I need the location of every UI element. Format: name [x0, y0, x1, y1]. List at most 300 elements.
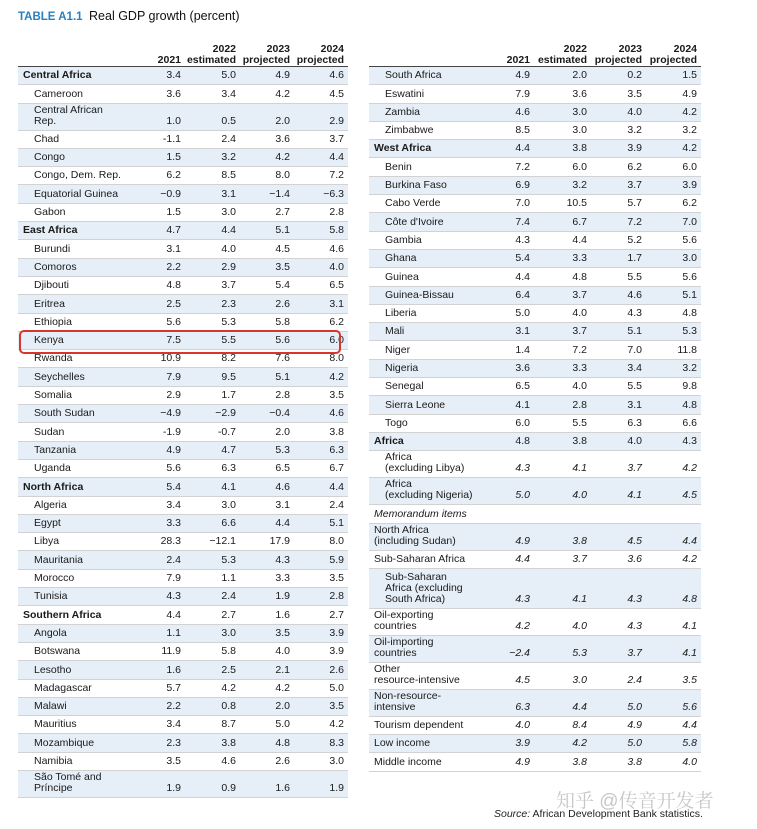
cell-2024: 5.8 [329, 224, 344, 237]
table-row [369, 478, 701, 505]
cell-2022: 3.8 [221, 736, 236, 749]
row-label: Tunisia [34, 590, 68, 603]
table-row [369, 122, 701, 140]
row-label: Djibouti [34, 279, 70, 292]
table-row [18, 131, 348, 149]
cell-2024: 4.9 [682, 87, 697, 100]
cell-2023: 5.8 [275, 315, 290, 328]
cell-2021: 7.9 [166, 572, 181, 585]
row-label: Cameroon [34, 87, 84, 100]
kenya-highlight-box [19, 330, 341, 354]
cell-2022: 1.7 [221, 389, 236, 402]
region-row [18, 222, 348, 240]
row-label: Non-resource- intensive [374, 689, 442, 713]
cell-2023: 5.2 [627, 233, 642, 246]
cell-2022: 4.1 [221, 480, 236, 493]
cell-2021: 5.4 [515, 252, 530, 265]
cell-2022: 2.5 [221, 663, 236, 676]
row-label: South Sudan [34, 407, 95, 420]
table-row [369, 287, 701, 305]
table-row [18, 661, 348, 679]
col-2023-projected: 2023 projected [242, 43, 290, 66]
row-label: Central Africa [23, 69, 92, 82]
cell-2023: 5.1 [275, 370, 290, 383]
region-row [18, 67, 348, 85]
row-label: Côte d'Ivoire [385, 215, 444, 228]
cell-2023: 3.5 [275, 260, 290, 273]
table-row [369, 104, 701, 122]
table-number: TABLE A1.1 [18, 11, 83, 23]
cell-2021: 1.4 [515, 343, 530, 356]
cell-2024: 5.6 [682, 700, 697, 713]
cell-2024: 4.4 [682, 719, 697, 732]
cell-2021: 1.9 [166, 781, 181, 794]
row-label: Lesotho [34, 663, 72, 676]
cell-2023: 2.4 [627, 673, 642, 686]
cell-2023: 8.0 [275, 169, 290, 182]
cell-2024: 6.2 [682, 197, 697, 210]
cell-2021: −2.4 [509, 646, 530, 659]
cell-2021: 6.0 [515, 416, 530, 429]
cell-2024: 4.8 [682, 398, 697, 411]
cell-2022: 3.7 [221, 279, 236, 292]
cell-2023: 5.6 [275, 334, 290, 347]
cell-2021: 4.7 [166, 224, 181, 237]
cell-2021: 10.9 [160, 352, 181, 365]
table-row [18, 643, 348, 661]
row-label: Botswana [34, 645, 81, 658]
cell-2024: 6.7 [329, 462, 344, 475]
cell-2023: 2.8 [275, 389, 290, 402]
cell-2021: 1.5 [166, 206, 181, 219]
cell-2023: 2.6 [275, 754, 290, 767]
cell-2021: 28.3 [160, 535, 181, 548]
cell-2023: 3.7 [627, 646, 642, 659]
cell-2021: 5.0 [515, 307, 530, 320]
cell-2022: 4.4 [221, 224, 236, 237]
cell-2021: 4.9 [166, 443, 181, 456]
cell-2023: 4.6 [275, 480, 290, 493]
cell-2023: 4.3 [627, 592, 642, 605]
cell-2021: 1.1 [166, 626, 181, 639]
cell-2022: 3.3 [572, 252, 587, 265]
cell-2022: 4.0 [572, 619, 587, 632]
row-label: Burundi [34, 242, 71, 255]
cell-2022: 3.2 [221, 151, 236, 164]
cell-2021: 4.8 [515, 435, 530, 448]
cell-2023: 1.6 [275, 608, 290, 621]
table-row [18, 588, 348, 606]
row-label: Sierra Leone [385, 398, 446, 411]
cell-2023: 1.9 [275, 590, 290, 603]
cell-2024: 7.0 [682, 215, 697, 228]
cell-2021: 2.4 [166, 553, 181, 566]
cell-2022: 5.8 [221, 645, 236, 658]
cell-2023: 4.2 [275, 87, 290, 100]
cell-2022: 2.4 [221, 132, 236, 145]
cell-2022: 8.5 [221, 169, 236, 182]
cell-2024: 4.6 [329, 69, 344, 82]
cell-2024: 4.5 [682, 489, 697, 502]
cell-2024: 4.6 [329, 242, 344, 255]
table-row [369, 378, 701, 396]
cell-2021: 1.0 [166, 114, 181, 127]
cell-2022: −2.9 [215, 407, 236, 420]
row-label: Malawi [34, 700, 67, 713]
cell-2022: 6.0 [572, 160, 587, 173]
cell-2024: 5.8 [682, 737, 697, 750]
cell-2022: 6.6 [221, 517, 236, 530]
cell-2022: 9.5 [221, 370, 236, 383]
cell-2023: 4.0 [627, 435, 642, 448]
cell-2022: 8.7 [221, 718, 236, 731]
cell-2023: 4.2 [275, 681, 290, 694]
cell-2022: 5.3 [221, 315, 236, 328]
cell-2021: 5.0 [515, 489, 530, 502]
cell-2023: 7.2 [627, 215, 642, 228]
cell-2022: 3.7 [572, 288, 587, 301]
cell-2024: 8.0 [329, 535, 344, 548]
cell-2021: 3.1 [515, 325, 530, 338]
row-label: Senegal [385, 380, 424, 393]
cell-2022: 4.0 [221, 242, 236, 255]
cell-2024: 2.9 [329, 114, 344, 127]
row-label: Africa (excluding Nigeria) [385, 478, 473, 502]
row-label: Congo [34, 151, 65, 164]
cell-2021: −0.9 [160, 187, 181, 200]
cell-2023: 5.5 [627, 270, 642, 283]
cell-2021: 4.9 [515, 755, 530, 768]
cell-2022: 3.7 [572, 552, 587, 565]
table-row [369, 717, 701, 735]
cell-2024: 2.8 [329, 206, 344, 219]
cell-2023: 3.2 [627, 124, 642, 137]
row-label: Mali [385, 325, 405, 338]
cell-2022: 4.1 [572, 462, 587, 475]
cell-2022: 0.8 [221, 700, 236, 713]
cell-2024: 4.4 [329, 480, 344, 493]
cell-2022: 5.3 [572, 646, 587, 659]
cell-2024: 3.8 [329, 425, 344, 438]
col-2021: 2021 [157, 54, 181, 66]
cell-2023: 4.5 [627, 534, 642, 547]
cell-2022: 3.0 [572, 673, 587, 686]
cell-2021: 4.3 [515, 233, 530, 246]
row-label: West Africa [374, 142, 432, 155]
cell-2023: 1.7 [627, 252, 642, 265]
cell-2024: 4.1 [682, 619, 697, 632]
watermark: 知乎 @传音开发者 [556, 791, 714, 812]
cell-2022: 4.2 [572, 737, 587, 750]
cell-2022: 2.8 [572, 398, 587, 411]
table-row [369, 735, 701, 753]
table-row [369, 250, 701, 268]
cell-2024: 4.2 [682, 142, 697, 155]
cell-2024: 6.0 [682, 160, 697, 173]
region-row [369, 433, 701, 451]
table-row [369, 177, 701, 195]
cell-2024: 3.5 [329, 700, 344, 713]
cell-2021: 1.6 [166, 663, 181, 676]
right-table-body [369, 67, 701, 772]
cell-2024: 3.0 [682, 252, 697, 265]
cell-2021: 6.3 [515, 700, 530, 713]
cell-2021: 5.4 [166, 480, 181, 493]
row-label: Uganda [34, 462, 71, 475]
cell-2023: 3.8 [627, 755, 642, 768]
cell-2024: 9.8 [682, 380, 697, 393]
cell-2024: 4.0 [329, 260, 344, 273]
table-row [369, 551, 701, 569]
cell-2021: 2.2 [166, 700, 181, 713]
row-label: Middle income [374, 755, 442, 768]
cell-2021: 6.9 [515, 179, 530, 192]
row-label: Eswatini [385, 87, 425, 100]
cell-2021: 3.3 [166, 517, 181, 530]
row-label: Other resource-intensive [374, 662, 460, 686]
left-table-header [18, 40, 348, 67]
row-label: North Africa [23, 480, 84, 493]
cell-2022: 0.9 [221, 781, 236, 794]
col-2021: 2021 [506, 54, 530, 66]
cell-2023: 2.1 [275, 663, 290, 676]
cell-2022: 3.2 [572, 179, 587, 192]
cell-2024: 4.0 [682, 755, 697, 768]
cell-2021: 3.4 [166, 498, 181, 511]
row-label: Tourism dependent [374, 719, 464, 732]
table-row [18, 497, 348, 515]
cell-2024: 6.0 [329, 334, 344, 347]
cell-2023: 4.3 [627, 619, 642, 632]
col-2022-estimated: 2022 estimated [186, 43, 236, 66]
cell-2024: 3.1 [329, 297, 344, 310]
row-label: São Tomé and Príncipe [34, 770, 102, 794]
cell-2023: 4.6 [627, 288, 642, 301]
table-caption: Real GDP growth (percent) [89, 9, 240, 23]
cell-2021: 7.4 [515, 215, 530, 228]
cell-2023: 3.1 [275, 498, 290, 511]
cell-2021: 4.2 [515, 619, 530, 632]
col-2024-projected: 2024 projected [296, 43, 344, 66]
cell-2022: 2.9 [221, 260, 236, 273]
cell-2022: 3.8 [572, 142, 587, 155]
cell-2022: 5.3 [221, 553, 236, 566]
source-text: African Development Bank statistics. [532, 808, 703, 820]
cell-2024: 3.9 [329, 626, 344, 639]
row-label: Low income [374, 737, 431, 750]
region-row [18, 606, 348, 624]
row-label: Somalia [34, 389, 72, 402]
cell-2024: 6.5 [329, 279, 344, 292]
cell-2022: 3.0 [221, 498, 236, 511]
row-label: Seychelles [34, 370, 85, 383]
cell-2022: 3.8 [572, 534, 587, 547]
table-row [18, 515, 348, 533]
cell-2023: 4.0 [627, 105, 642, 118]
cell-2024: 3.9 [682, 179, 697, 192]
cell-2024: 4.5 [329, 87, 344, 100]
cell-2023: 2.6 [275, 297, 290, 310]
cell-2022: 3.4 [221, 87, 236, 100]
row-label: Africa (excluding Libya) [385, 451, 465, 475]
row-label: Zimbabwe [385, 124, 434, 137]
row-label: Namibia [34, 754, 73, 767]
cell-2021: 4.3 [515, 462, 530, 475]
row-label: Niger [385, 343, 411, 356]
row-label: North Africa (including Sudan) [374, 523, 456, 547]
cell-2023: 2.0 [275, 114, 290, 127]
source-label: Source: [494, 808, 531, 820]
table-row [18, 387, 348, 405]
cell-2024: 5.1 [329, 517, 344, 530]
cell-2021: −4.9 [160, 407, 181, 420]
cell-2023: 5.0 [275, 718, 290, 731]
row-label: Central African Rep. [34, 103, 103, 127]
cell-2022: 4.8 [572, 270, 587, 283]
cell-2023: 4.9 [627, 719, 642, 732]
cell-2023: 3.3 [275, 572, 290, 585]
table-row [18, 149, 348, 167]
table-row [18, 204, 348, 222]
cell-2024: 4.2 [329, 370, 344, 383]
cell-2023: 7.6 [275, 352, 290, 365]
cell-2024: 11.8 [677, 343, 697, 356]
cell-2023: 4.9 [275, 69, 290, 82]
cell-2023: 2.0 [275, 425, 290, 438]
cell-2022: 3.0 [221, 626, 236, 639]
cell-2023: 2.7 [275, 206, 290, 219]
cell-2023: 5.4 [275, 279, 290, 292]
cell-2023: 3.7 [627, 179, 642, 192]
cell-2022: 4.1 [572, 592, 587, 605]
row-label: Comoros [34, 260, 77, 273]
cell-2021: 4.0 [515, 719, 530, 732]
cell-2021: 6.2 [166, 169, 181, 182]
cell-2024: 1.9 [329, 781, 344, 794]
table-row [369, 195, 701, 213]
table-row [18, 85, 348, 103]
cell-2022: 8.4 [572, 719, 587, 732]
row-label: Nigeria [385, 362, 419, 375]
table-row [18, 698, 348, 716]
row-label: Southern Africa [23, 608, 102, 621]
cell-2024: 4.2 [682, 552, 697, 565]
cell-2021: 4.4 [515, 552, 530, 565]
cell-2023: 4.3 [627, 307, 642, 320]
cell-2022: 7.2 [572, 343, 587, 356]
table-row [18, 734, 348, 752]
cell-2024: 3.7 [329, 132, 344, 145]
cell-2021: 1.5 [166, 151, 181, 164]
row-label: Egypt [34, 517, 61, 530]
cell-2024: 4.4 [329, 151, 344, 164]
cell-2023: 5.5 [627, 380, 642, 393]
cell-2021: 4.5 [515, 673, 530, 686]
row-label: Oil-exporting countries [374, 608, 434, 632]
row-label: Sudan [34, 425, 65, 438]
cell-2021: 4.6 [515, 105, 530, 118]
row-label: Chad [34, 132, 60, 145]
cell-2024: 2.6 [329, 663, 344, 676]
cell-2024: 1.5 [682, 69, 697, 82]
cell-2021: 5.6 [166, 462, 181, 475]
cell-2023: 4.3 [275, 553, 290, 566]
table-row [369, 323, 701, 341]
cell-2021: 3.5 [166, 754, 181, 767]
table-row [18, 716, 348, 734]
cell-2024: 3.5 [682, 673, 697, 686]
cell-2022: 4.7 [221, 443, 236, 456]
cell-2024: 8.0 [329, 352, 344, 365]
table-row [18, 753, 348, 771]
cell-2023: 3.1 [627, 398, 642, 411]
cell-2022: 4.0 [572, 380, 587, 393]
right-table [369, 40, 701, 772]
cell-2024: 4.1 [682, 646, 697, 659]
cell-2021: 3.6 [166, 87, 181, 100]
table-title [18, 9, 240, 23]
cell-2023: 2.0 [275, 700, 290, 713]
table-row [18, 104, 348, 131]
cell-2021: 5.6 [166, 315, 181, 328]
cell-2022: 8.2 [221, 352, 236, 365]
table-row [369, 268, 701, 286]
table-row [369, 609, 701, 636]
row-label: Guinea-Bissau [385, 288, 454, 301]
cell-2022: −12.1 [209, 535, 236, 548]
cell-2024: 2.8 [329, 590, 344, 603]
table-row [18, 533, 348, 551]
cell-2024: 5.6 [682, 233, 697, 246]
row-label: Burkina Faso [385, 179, 447, 192]
cell-2024: 5.9 [329, 553, 344, 566]
cell-2021: 4.4 [166, 608, 181, 621]
col-2024-projected: 2024 projected [649, 43, 697, 66]
cell-2024: 3.5 [329, 572, 344, 585]
table-row [369, 569, 701, 609]
table-row [369, 341, 701, 359]
table-row [369, 360, 701, 378]
row-label: Gabon [34, 206, 66, 219]
cell-2023: 7.0 [627, 343, 642, 356]
cell-2021: 2.9 [166, 389, 181, 402]
row-label: Ghana [385, 252, 417, 265]
table-row [18, 167, 348, 185]
cell-2021: 5.7 [166, 681, 181, 694]
cell-2021: 7.9 [166, 370, 181, 383]
cell-2023: 4.5 [275, 242, 290, 255]
cell-2023: 5.3 [275, 443, 290, 456]
cell-2021: 7.9 [515, 87, 530, 100]
right-table-header [369, 40, 701, 67]
cell-2024: 4.8 [682, 592, 697, 605]
cell-2021: 4.1 [515, 398, 530, 411]
table-row [18, 259, 348, 277]
cell-2022: 10.5 [566, 197, 587, 210]
cell-2022: 3.8 [572, 435, 587, 448]
row-label: Gambia [385, 233, 422, 246]
cell-2021: 3.4 [166, 718, 181, 731]
table-row [369, 663, 701, 690]
cell-2022: 3.0 [221, 206, 236, 219]
table-row [18, 771, 348, 798]
cell-2023: 6.3 [627, 416, 642, 429]
cell-2021: 3.4 [166, 69, 181, 82]
cell-2023: 4.1 [627, 489, 642, 502]
cell-2022: 6.7 [572, 215, 587, 228]
cell-2021: 4.8 [166, 279, 181, 292]
row-label: Mauritius [34, 718, 77, 731]
